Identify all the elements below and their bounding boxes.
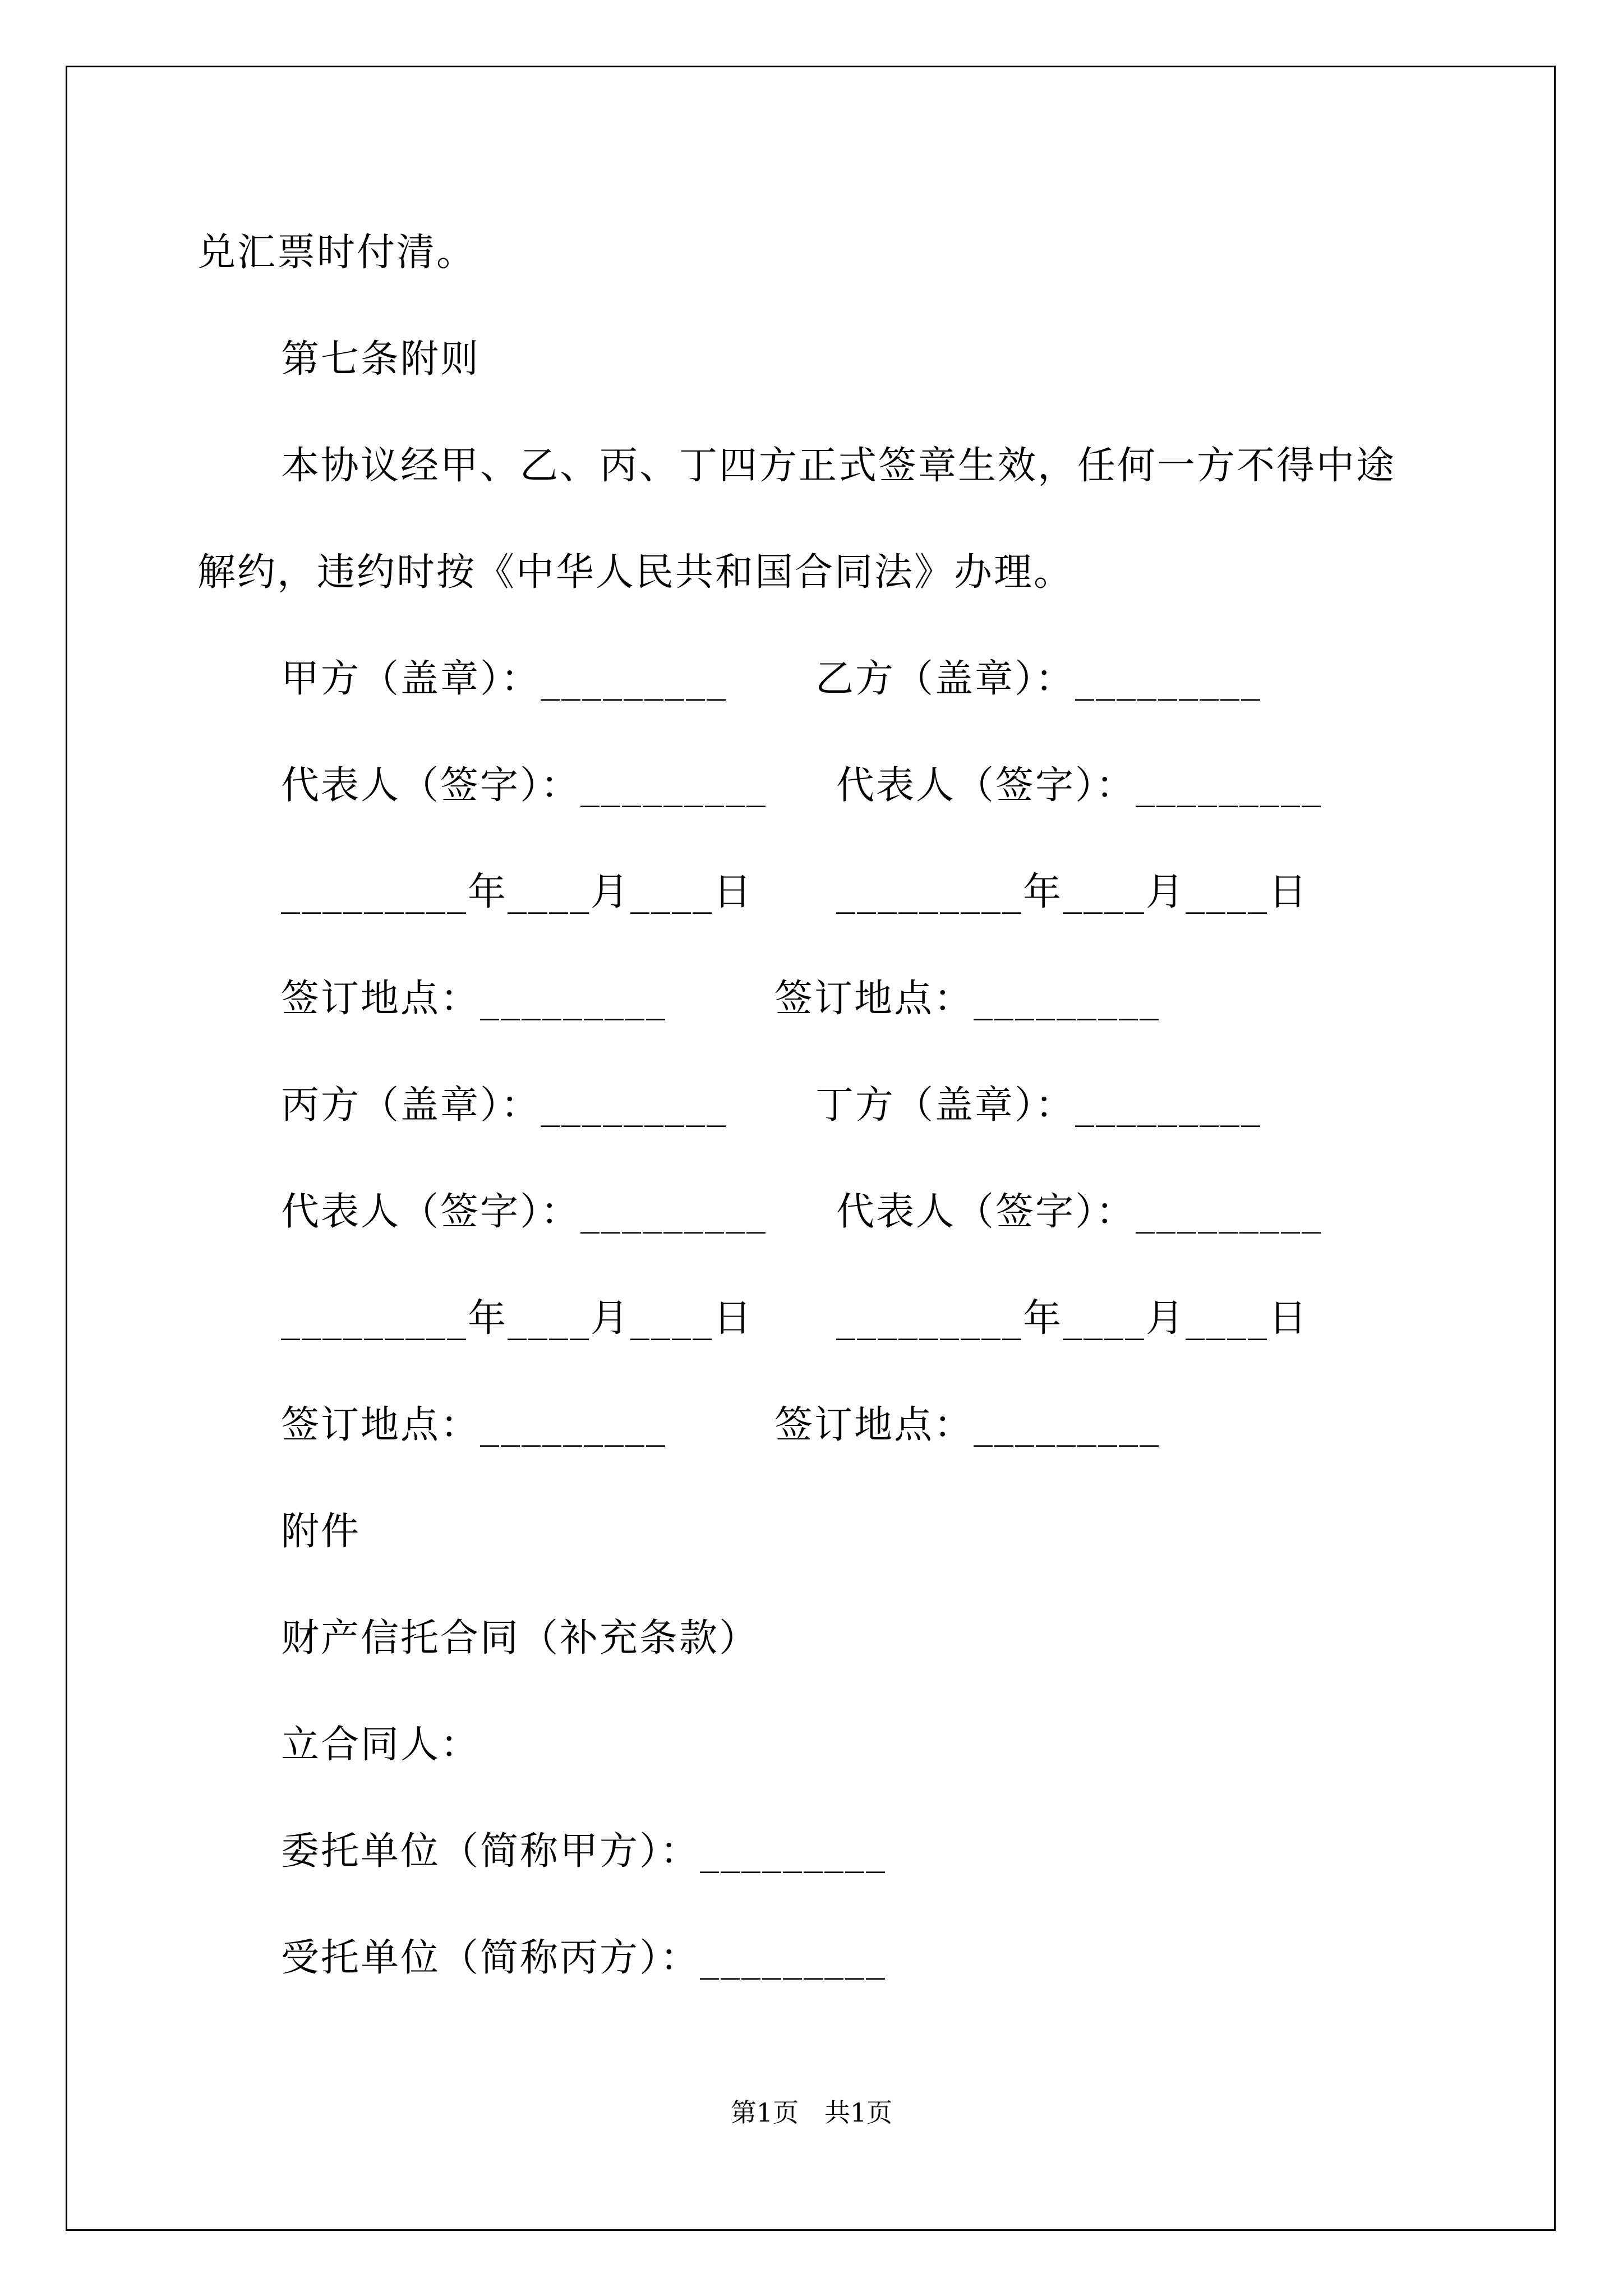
page-border <box>66 66 1556 2231</box>
party-c-representative-field: 代表人（签字）：_________ <box>281 1190 768 1234</box>
party-a-seal-field: 甲方（盖章）：_________ <box>281 657 728 701</box>
party-a-date-field: _________年____月____日 <box>281 870 754 914</box>
party-a-representative-field: 代表人（签字）：_________ <box>281 763 768 808</box>
party-d-representative-field: 代表人（签字）：_________ <box>836 1190 1323 1234</box>
attachment-heading: 附件 <box>281 1510 361 1554</box>
party-b-seal-field: 乙方（盖章）：_________ <box>815 657 1262 701</box>
party-c-date-field: _________年____月____日 <box>281 1296 754 1341</box>
party-d-date-field: _________年____月____日 <box>836 1296 1309 1341</box>
party-b-representative-field: 代表人（签字）：_________ <box>836 763 1323 808</box>
attachment-title: 财产信托合同（补充条款） <box>281 1616 759 1660</box>
article-heading: 第七条附则 <box>281 337 481 381</box>
page-number: 第1页 共1页 <box>730 2097 893 2128</box>
party-c-seal-field: 丙方（盖章）：_________ <box>281 1083 728 1128</box>
party-c-location-field: 签订地点：_________ <box>281 1403 667 1447</box>
text-line: 兑汇票时付清。 <box>197 231 477 275</box>
text-line: 解约，违约时按《中华人民共和国合同法》办理。 <box>197 550 1074 595</box>
party-d-location-field: 签订地点：_________ <box>774 1403 1161 1447</box>
party-d-seal-field: 丁方（盖章）：_________ <box>815 1083 1262 1128</box>
party-b-location-field: 签订地点：_________ <box>774 977 1161 1021</box>
trustee-party-field: 受托单位（简称丙方）：_________ <box>281 1936 887 1980</box>
contracting-parties-label: 立合同人： <box>281 1723 481 1767</box>
text-line: 本协议经甲、乙、丙、丁四方正式签章生效，任何一方不得中途 <box>281 444 1396 488</box>
party-b-date-field: _________年____月____日 <box>836 870 1309 914</box>
party-a-location-field: 签订地点：_________ <box>281 977 667 1021</box>
entrusting-party-field: 委托单位（简称甲方）：_________ <box>281 1829 887 1874</box>
